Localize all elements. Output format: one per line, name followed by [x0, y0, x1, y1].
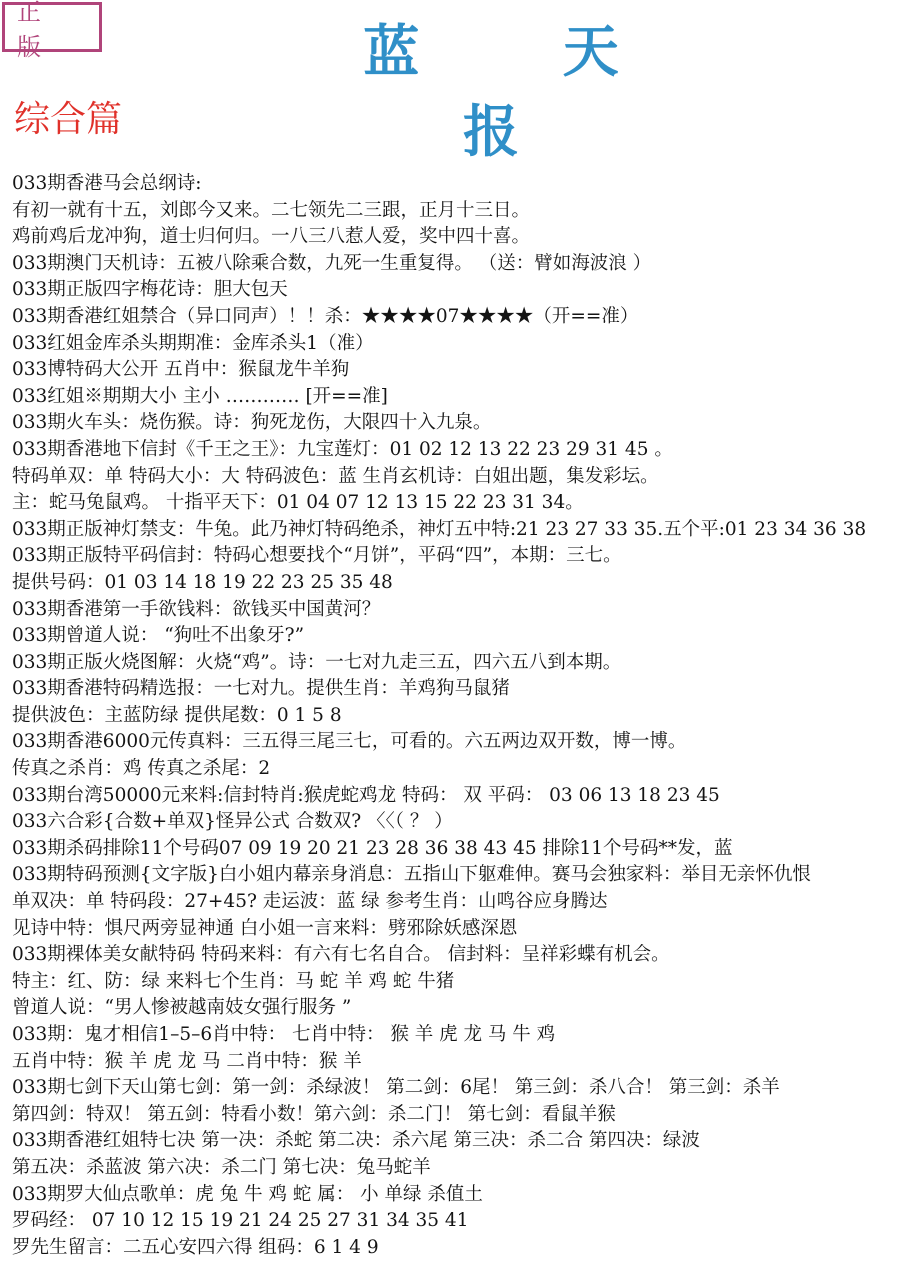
- text-line: 第五决：杀蓝波 第六决：杀二门 第七决：兔马蛇羊: [12, 1156, 431, 1178]
- article-body: [12, 171, 896, 1261]
- section-title: 综合篇: [14, 99, 123, 140]
- text-line: 033期正版特平码信封：特码心想要找个“月饼”，平码“四”，本期：三七。: [12, 545, 622, 567]
- text-line: 曾道人说：“男人惨被越南妓女强行服务 ”: [12, 997, 352, 1019]
- text-line: 特码单双：单 特码大小：大 特码波色：蓝 生肖玄机诗：白姐出题，集发彩坛。: [12, 465, 659, 487]
- text-line: 有初一就有十五，刘郎今又来。二七领先二三跟，正月十三日。: [12, 199, 531, 221]
- text-line: 033期曾道人说： “狗吐不出象牙?”: [12, 625, 305, 647]
- text-line: 033期香港地下信封《千王之王》：九宝莲灯：01 02 12 13 22 23 29 31 45 。: [12, 438, 673, 460]
- text-line: 033期罗大仙点歌单：虎 兔 牛 鸡 蛇 属： 小 单绿 杀值土: [12, 1183, 483, 1205]
- text-line: 033期正版四字梅花诗：胆大包天: [12, 279, 288, 301]
- text-line: 033期特码预测{文字版}白小姐内幕亲身消息：五指山下躯难伸。赛马会独家料：举目无亲怀仇恨: [12, 864, 811, 886]
- text-line: 033期正版火烧图解：火烧“鸡”。诗：一七对九走三五，四六五八到本期。: [12, 651, 622, 673]
- text-line: 033红姐金库杀头期期准：金库杀头1（准）: [12, 332, 374, 354]
- text-line: 033期香港红姐特七决 第一决：杀蛇 第二决：杀六尾 第三决：杀二合 第四决：绿波: [12, 1130, 700, 1152]
- text-line: 033期杀码排除11个号码07 09 19 20 21 23 28 36 38 43 45 排除11个号码**发，蓝: [12, 837, 733, 859]
- text-line: 033红姐※期期大小 主小 ………… [开==准]: [12, 385, 388, 407]
- text-line: 罗先生留言：二五心安四六得 组码：6 1 4 9: [12, 1236, 379, 1258]
- text-line: 033期台湾50000元来料:信封特肖:猴虎蛇鸡龙 特码： 双 平码： 03 06 13 18 23 45: [12, 784, 720, 806]
- text-line: 鸡前鸡后龙冲狗，道士归何归。一八三八惹人爱，奖中四十喜。: [12, 226, 531, 248]
- text-line: 033期：鬼才相信1–5–6肖中特： 七肖中特： 猴 羊 虎 龙 马 牛 鸡: [12, 1024, 556, 1045]
- text-line: 传真之杀肖：鸡 传真之杀尾：2: [12, 758, 271, 780]
- text-line: 033期澳门天机诗：五被八除乘合数，九死一生重复得。 （送：臂如海波浪 ）: [12, 252, 652, 274]
- text-line: 见诗中特：惧尺两旁显神通 白小姐一言来料：劈邪除妖感深恩: [12, 917, 518, 939]
- text-line: 033期裸体美女献特码 特码来料：有六有七名自合。 信封料：呈祥彩蝶有机会。: [12, 944, 670, 966]
- text-line: 特主：红、防：绿 来料七个生肖：马 蛇 羊 鸡 蛇 牛猪: [12, 970, 455, 992]
- text-line: 033期火车头：烧伤猴。诗：狗死龙伤，大限四十入九泉。: [12, 412, 492, 434]
- text-line: 033期香港特码精选报：一七对九。提供生肖：羊鸡狗马鼠猪: [12, 678, 510, 700]
- text-line: 033期香港第一手欲钱料：欲钱买中国黄河？: [12, 598, 381, 620]
- text-line: 第四剑：特双！ 第五剑：特看小数！第六剑：杀二门！ 第七剑：看鼠羊猴: [12, 1103, 616, 1125]
- text-line: 033期香港马会总纲诗:: [12, 173, 202, 194]
- text-line: 033期七剑下天山第七剑：第一剑：杀绿波！ 第二剑：6尾！ 第三剑：杀八合！ 第三剑：杀羊: [12, 1077, 780, 1099]
- text-line: 提供号码：01 03 14 18 19 22 23 25 35 48: [12, 571, 393, 593]
- text-line: 主：蛇马兔鼠鸡。 十指平天下：01 04 07 12 13 15 22 23 31 34。: [12, 492, 584, 514]
- text-line: 提供波色：主蓝防绿 提供尾数：0 1 5 8: [12, 704, 342, 726]
- text-line: 033六合彩{合数+单双}怪异公式 合数双? 〈〈（ ？ ）: [12, 811, 453, 833]
- authentic-badge: 正 版: [2, 2, 102, 52]
- text-line: 五肖中特：猴 羊 虎 龙 马 二肖中特：猴 羊: [12, 1050, 362, 1072]
- text-line: 罗码经： 07 10 12 15 19 21 24 25 27 31 34 35 41: [12, 1210, 469, 1232]
- text-line: 033期香港6000元传真料：三五得三尾三七，可看的。六五两边双开数，博一博。: [12, 731, 687, 753]
- text-line: 033期正版神灯禁支：牛兔。此乃神灯特码绝杀，神灯五中特:21 23 27 33 35.五个平:01 23 34 36 38: [12, 518, 867, 540]
- masthead-title: 蓝 天 报: [363, 19, 681, 165]
- text-line: 单双决：单 特码段：27+45? 走运波：蓝 绿 参考生肖：山鸣谷应身腾达: [12, 891, 608, 913]
- text-line: 033博特码大公开 五肖中：猴鼠龙牛羊狗: [12, 359, 350, 381]
- text-line: 033期香港红姐禁合（异口同声）！！杀：★★★★07★★★★（开==准）: [12, 305, 639, 327]
